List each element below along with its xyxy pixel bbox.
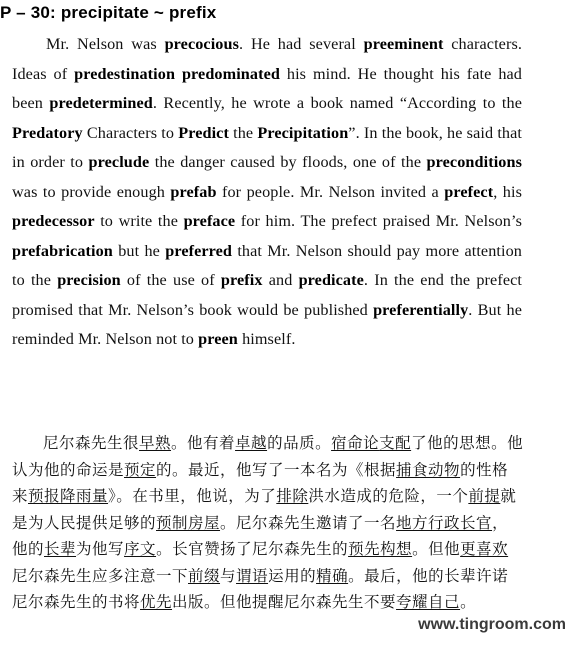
text-segment: 就是为人民提供足够的 <box>12 487 517 532</box>
translated-term: 长辈 <box>44 540 77 558</box>
vocab-word: preconditions <box>426 153 522 171</box>
translated-term: 地方行政长官 <box>396 513 493 532</box>
text-segment: that Mr. Nelson should pay more attention to the <box>12 241 522 289</box>
text-segment: . He had several <box>239 35 364 53</box>
translated-term: 优先 <box>140 593 173 611</box>
text-segment: and <box>262 271 299 289</box>
text-segment: 了他的思想。他认为他的命运是 <box>12 434 524 479</box>
vocab-word: Predict <box>178 123 229 142</box>
vocab-word: predecessor <box>12 212 95 230</box>
translated-term: 序文 <box>124 540 157 558</box>
vocab-word: preferred <box>165 241 233 260</box>
text-segment: the <box>228 123 258 142</box>
text-segment: . Recently, he wrote a book named “According to the <box>152 94 522 112</box>
text-segment: . But he reminded Mr. Nelson not to <box>12 300 523 348</box>
chinese-paragraph <box>12 430 524 616</box>
text-segment: Characters to <box>82 123 179 142</box>
text-segment: 尼尔森先生很 <box>43 434 140 452</box>
translated-term: 更喜欢 <box>460 540 509 558</box>
text-segment: of the use of <box>120 271 221 289</box>
english-paragraph <box>12 30 522 355</box>
vocab-word: Precipitation <box>257 123 349 142</box>
translated-term: 卓越 <box>235 434 268 452</box>
text-segment: 的。最近，他写了一本名为《根据 <box>156 460 397 479</box>
text-segment: 》。在书里，他说，为了 <box>108 487 277 505</box>
text-segment: 的性格来 <box>12 460 509 505</box>
translated-term: 预定 <box>124 460 157 479</box>
vocab-word: preferentially <box>373 300 469 319</box>
vocab-word: precision <box>57 271 121 289</box>
vocab-word: prefect <box>444 182 494 201</box>
text-segment: ”. In the book, he said that in order to <box>12 123 522 171</box>
translated-term: 宿命论 <box>331 434 380 452</box>
translated-term: 预先构想 <box>348 540 413 558</box>
translated-term: 前提 <box>468 487 501 505</box>
text-segment: . In the end the prefect promised that Mr. Nelson’s book would be published <box>12 271 522 319</box>
text-segment: 的品质。 <box>267 434 332 452</box>
vocab-word: prefab <box>170 182 217 201</box>
translated-term: 支配 <box>379 434 412 452</box>
text-segment: 为他写 <box>76 540 125 558</box>
vocab-word: prefabrication <box>12 241 113 260</box>
text-segment <box>175 65 182 83</box>
translated-term: 谓语 <box>236 566 269 585</box>
text-segment: , his <box>493 182 522 201</box>
text-segment: the danger caused by floods, one of the <box>149 153 427 171</box>
vocab-word: preen <box>198 330 238 348</box>
text-segment: 。但他 <box>412 540 461 558</box>
translated-term: 精确 <box>316 566 349 585</box>
text-segment: 尼尔森先生应多注意一下 <box>12 566 189 585</box>
vocab-word: predicate <box>298 271 364 289</box>
text-segment: but he <box>112 241 166 260</box>
text-segment: for people. Mr. Nelson invited a <box>216 182 445 201</box>
text-segment: to write the <box>94 212 184 230</box>
translated-term: 预报 <box>28 487 61 505</box>
vocab-word: Predatory <box>12 123 83 142</box>
vocab-word: predestination <box>74 64 176 83</box>
page-title: P – 30: precipitate ~ prefix <box>0 3 217 22</box>
text-segment: characters. Ideas of <box>12 35 522 83</box>
text-segment: 出版。但他提醒尼尔森先生不要 <box>172 593 397 611</box>
vocab-word: preclude <box>88 153 150 171</box>
text-segment: 洪水造成的危险，一个 <box>308 487 469 505</box>
text-segment: 运用的 <box>268 566 317 585</box>
text-segment: 。尼尔森先生邀请了一名 <box>220 513 397 532</box>
translated-term: 前缀 <box>188 566 221 585</box>
vocab-word: predetermined <box>49 94 153 112</box>
text-segment: his mind. He thought his fate had been <box>12 64 522 112</box>
text-segment: 。最后，他的长辈许诺尼尔森先生的书将 <box>12 566 509 611</box>
text-segment: himself. <box>237 330 296 348</box>
text-segment: for him. The prefect praised Mr. Nelson’s <box>235 212 522 230</box>
translated-term: 降雨量 <box>60 487 109 505</box>
vocab-word: preface <box>183 212 236 230</box>
translated-term: 排除 <box>276 487 309 505</box>
text-segment: ，他的 <box>12 513 509 558</box>
vocab-word: preeminent <box>363 35 444 53</box>
text-segment: 。长官赞扬了尼尔森先生的 <box>156 540 349 558</box>
text-segment: 。 <box>460 593 477 611</box>
translated-term: 捕食动物 <box>396 460 461 479</box>
text-segment: 与 <box>220 566 237 585</box>
site-watermark: www.tingroom.com <box>418 616 566 633</box>
text-segment: Mr. Nelson was <box>46 35 165 53</box>
translated-term: 夸耀自己 <box>396 593 461 611</box>
translated-term: 预制房屋 <box>156 513 221 532</box>
vocab-word: precocious <box>164 35 239 53</box>
text-segment: 。他有着 <box>171 434 236 452</box>
vocab-word: predominated <box>181 64 280 83</box>
text-segment: was to provide enough <box>12 182 171 201</box>
translated-term: 早熟 <box>139 434 172 452</box>
vocab-word: prefix <box>220 271 263 289</box>
